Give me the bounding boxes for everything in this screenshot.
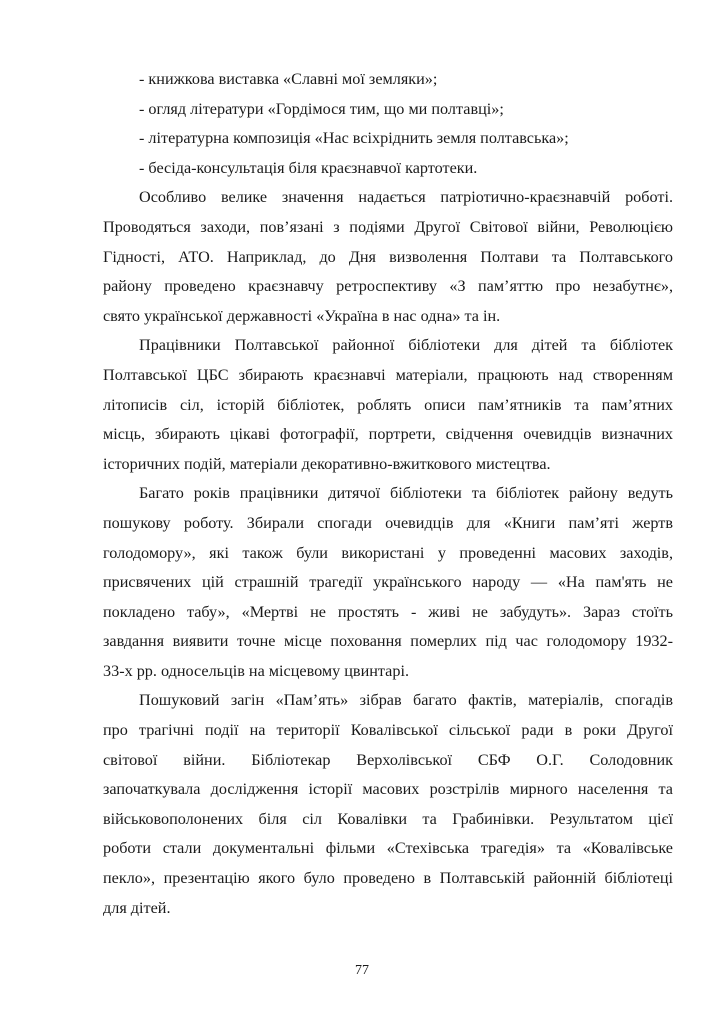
paragraph-line: про трагічні події на території Ковалівської сільської ради в роки Другої [103, 721, 673, 740]
paragraph-line: для дітей. [103, 898, 171, 917]
paragraph-line: 33-х рр. односельців на місцевому цвинтарі. [103, 661, 409, 680]
list-item: - літературна композиція «Нас всіхріднить земля полтавська»; [139, 129, 569, 148]
paragraph-line: започаткувала дослідження історії масових розстрілів мирного населення та [103, 780, 673, 799]
list-item: - огляд літератури «Гордімося тим, що ми полтавці»; [139, 99, 504, 118]
paragraph-line: Особливо велике значення надається патріотично-краєзнавчій роботі. [139, 188, 673, 207]
paragraph-line: пекло», презентацію якого було проведено в Полтавській районній бібліотеці [103, 869, 673, 888]
page-number: 77 [355, 963, 369, 978]
paragraph-line: району проведено краєзнавчу ретроспективу «З пам’яттю про незабутнє», [103, 277, 673, 296]
event-list [103, 65, 673, 183]
paragraph-line: завдання виявити точне місце поховання померлих під час голодомору 1932- [103, 632, 673, 651]
paragraph-memory-squad [103, 686, 673, 923]
paragraph-line: військовополонених біля сіл Ковалівки та Грабинівки. Результатом цієї [103, 809, 673, 828]
paragraph-line: присвячених цій страшній трагедії українського народу — «На пам'ять не [103, 573, 673, 592]
paragraph-line: світової війни. Бібліотекар Верхолівської СБФ О.Г. Солодовник [103, 750, 673, 769]
page-body [103, 65, 673, 923]
paragraph-line: Пошуковий загін «Пам’ять» зібрав багато фактів, матеріалів, спогадів [139, 691, 673, 710]
paragraph-line: роботи стали документальні фільми «Стехівська трагедія» та «Ковалівське [103, 839, 673, 858]
paragraph-patriotic-work [103, 183, 673, 331]
paragraph-line: історичних подій, матеріали декоративно-вжиткового мистецтва. [103, 454, 551, 473]
paragraph-line: літописів сіл, історій бібліотек, роблять описи пам’ятників та пам’ятних [103, 395, 673, 414]
paragraph-search-work [103, 479, 673, 686]
paragraph-local-history-materials [103, 331, 673, 479]
paragraph-line: Гідності, АТО. Наприклад, до Дня визволення Полтави та Полтавського [103, 247, 673, 266]
paragraph-line: місць, збирають цікаві фотографії, портрети, свідчення очевидців визначних [103, 425, 673, 444]
paragraph-line: пошукову роботу. Збирали спогади очевидців для «Книги пам’яті жертв [103, 513, 673, 532]
list-item: - книжкова виставка «Славні мої земляки»; [139, 70, 438, 88]
paragraph-line: покладено табу», «Мертві не простять - живі не забудуть». Зараз стоїть [103, 602, 673, 621]
paragraph-line: Працівники Полтавської районної бібліотеки для дітей та бібліотек [139, 336, 673, 355]
paragraph-line: Багато років працівники дитячої бібліотеки та бібліотек району ведуть [139, 484, 673, 503]
paragraph-line: Проводяться заходи, пов’язані з подіями Другої Світової війни, Революцією [103, 217, 673, 236]
list-item: - бесіда-консультація біля краєзнавчої картотеки. [139, 158, 478, 177]
paragraph-line: Полтавської ЦБС збирають краєзнавчі матеріали, працюють над створенням [103, 365, 673, 384]
paragraph-line: свято української державності «Україна в нас одна» та ін. [103, 306, 501, 325]
paragraph-line: голодомору», які також були використані у проведенні масових заходів, [103, 543, 673, 562]
